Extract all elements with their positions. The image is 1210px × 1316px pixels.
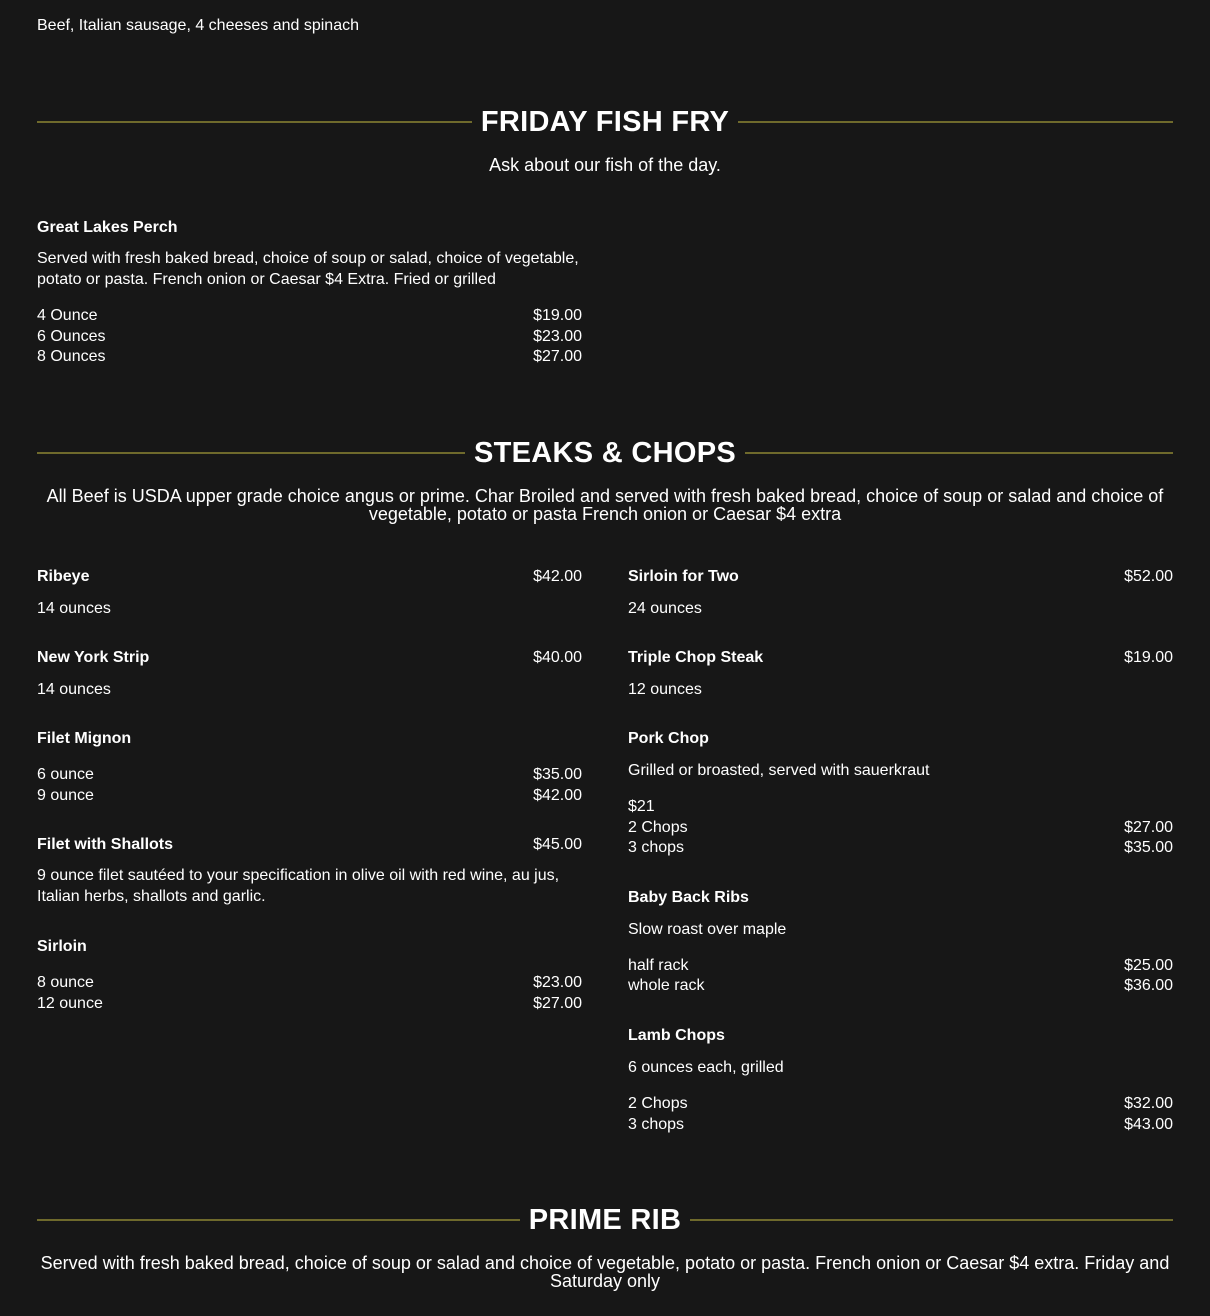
item-name: Pork Chop (628, 730, 709, 747)
item-price: $42.00 (533, 568, 582, 585)
item-name: Filet Mignon (37, 730, 132, 747)
price-option (37, 766, 582, 786)
item-description: 12 ounces (628, 681, 702, 698)
divider-right (745, 452, 1173, 454)
option-price: $19.00 (533, 307, 582, 324)
section-title: PRIME RIB (528, 1203, 682, 1236)
option-price: $27.00 (1124, 819, 1173, 836)
price-option (37, 995, 582, 1015)
section-title: FRIDAY FISH FRY (480, 105, 730, 138)
price-option (628, 1095, 1173, 1115)
item-name: Ribeye (37, 568, 90, 585)
price-option (37, 787, 582, 807)
option-label: $21 (628, 798, 655, 815)
item-description: 24 ounces (628, 600, 702, 617)
option-price: $25.00 (1124, 957, 1173, 974)
divider-left (37, 452, 465, 454)
item-description: Beef, Italian sausage, 4 cheeses and spinach (37, 17, 359, 34)
item-description: Grilled or broasted, served with sauerkraut (628, 762, 930, 779)
price-option (37, 974, 582, 994)
option-label: 12 ounce (37, 995, 103, 1012)
option-label: whole rack (628, 977, 705, 994)
price-option (628, 957, 1173, 977)
section-heading-steaks-chops (37, 433, 1173, 473)
menu-page (37, 0, 1173, 1291)
item-name: Lamb Chops (628, 1027, 725, 1044)
price-option (628, 839, 1173, 859)
price-option (37, 328, 582, 348)
divider-right (690, 1219, 1173, 1221)
option-price: $42.00 (533, 787, 582, 804)
item-description: 6 ounces each, grilled (628, 1059, 784, 1076)
section-subtitle: Ask about our fish of the day. (489, 155, 721, 175)
price-option (37, 307, 582, 327)
section-heading-fish-fry (37, 102, 1173, 142)
price-option (628, 819, 1173, 839)
item-name: Triple Chop Steak (628, 649, 764, 666)
option-price: $35.00 (533, 766, 582, 783)
section-heading-prime-rib (37, 1200, 1173, 1240)
item-name: New York Strip (37, 649, 150, 666)
item-price: $40.00 (533, 649, 582, 666)
divider-left (37, 121, 472, 123)
option-price: $35.00 (1124, 839, 1173, 856)
item-name: Filet with Shallots (37, 836, 174, 853)
price-option (37, 348, 582, 368)
option-price: $23.00 (533, 974, 582, 991)
item-name: Great Lakes Perch (37, 219, 178, 236)
partial-menu-item (37, 0, 1173, 60)
option-label: half rack (628, 957, 689, 974)
option-label: 6 Ounces (37, 328, 106, 345)
option-label: 6 ounce (37, 766, 94, 783)
item-price: $45.00 (533, 836, 582, 853)
option-price: $43.00 (1124, 1116, 1173, 1133)
item-name: Sirloin for Two (628, 568, 739, 585)
item-description: 9 ounce filet sautéed to your specification in olive oil with red wine, au jus, Italian herbs, shallots and garlic. (37, 867, 560, 905)
option-label: 3 chops (628, 1116, 685, 1133)
option-label: 9 ounce (37, 787, 94, 804)
option-label: 2 Chops (628, 819, 688, 836)
option-price: $32.00 (1124, 1095, 1173, 1112)
option-label: 8 Ounces (37, 348, 106, 365)
price-option (628, 798, 1173, 818)
option-price: $36.00 (1124, 977, 1173, 994)
item-description: 14 ounces (37, 600, 111, 617)
item-description: Slow roast over maple (628, 921, 787, 938)
divider-right (738, 121, 1173, 123)
option-label: 3 chops (628, 839, 685, 856)
item-name: Sirloin (37, 938, 87, 955)
section-subtitle: All Beef is USDA upper grade choice angus or prime. Char Broiled and served with fresh baked bread, choice of soup or salad and choice of vegetable, potato or pasta French onion or Caesar $4 extra (46, 486, 1164, 524)
option-label: 2 Chops (628, 1095, 688, 1112)
item-description: Served with fresh baked bread, choice of soup or salad, choice of vegetable, potato or pasta. French onion or Caesar $4 Extra. Fried or grilled (37, 250, 579, 288)
item-price: $19.00 (1124, 649, 1173, 666)
price-option (628, 1116, 1173, 1136)
section-subtitle: Served with fresh baked bread, choice of soup or salad and choice of vegetable, potato or pasta. French onion or Caesar $4 extra. Friday and Saturday only (40, 1253, 1170, 1291)
item-name: Baby Back Ribs (628, 889, 749, 906)
section-title: STEAKS & CHOPS (474, 436, 737, 469)
option-price: $27.00 (533, 995, 582, 1012)
option-price: $23.00 (533, 328, 582, 345)
item-description: 14 ounces (37, 681, 111, 698)
divider-left (37, 1219, 520, 1221)
option-price: $27.00 (533, 348, 582, 365)
price-option (628, 977, 1173, 997)
item-price: $52.00 (1124, 568, 1173, 585)
option-label: 4 Ounce (37, 307, 98, 324)
option-label: 8 ounce (37, 974, 94, 991)
